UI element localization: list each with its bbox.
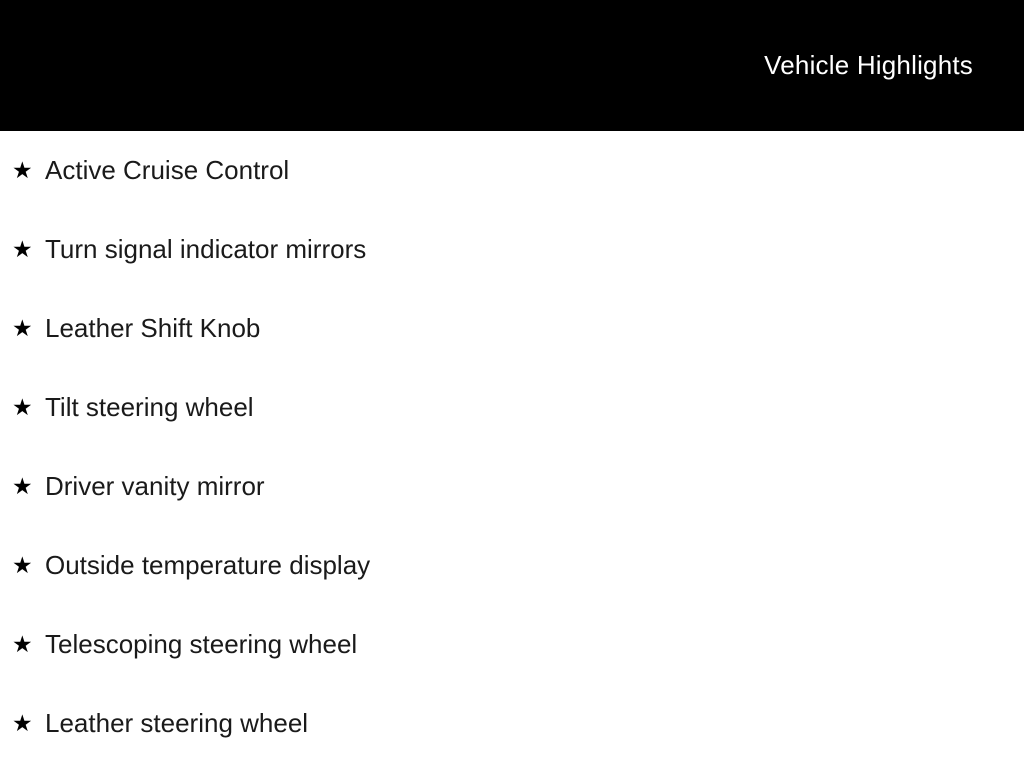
star-icon: ★	[12, 315, 33, 341]
list-item	[0, 526, 1024, 605]
list-item	[0, 210, 1024, 289]
feature-label: Turn signal indicator mirrors	[45, 234, 367, 264]
star-icon: ★	[12, 631, 33, 657]
list-item	[0, 289, 1024, 368]
list-item	[0, 605, 1024, 684]
star-icon: ★	[12, 236, 33, 262]
feature-label: Active Cruise Control	[45, 155, 290, 185]
header-bar	[0, 0, 1024, 131]
feature-label: Telescoping steering wheel	[45, 629, 358, 659]
star-icon: ★	[12, 710, 33, 736]
feature-label: Outside temperature display	[45, 550, 371, 580]
list-item	[0, 368, 1024, 447]
star-icon: ★	[12, 157, 33, 183]
feature-label: Leather Shift Knob	[45, 313, 261, 343]
feature-label: Leather steering wheel	[45, 708, 309, 738]
list-item	[0, 131, 1024, 210]
list-item	[0, 684, 1024, 763]
vehicle-highlights-list	[0, 131, 1024, 763]
page-title: Vehicle Highlights	[764, 50, 973, 80]
feature-label: Tilt steering wheel	[45, 392, 254, 422]
list-item	[0, 447, 1024, 526]
star-icon: ★	[12, 552, 33, 578]
feature-label: Driver vanity mirror	[45, 471, 265, 501]
star-icon: ★	[12, 473, 33, 499]
star-icon: ★	[12, 394, 33, 420]
